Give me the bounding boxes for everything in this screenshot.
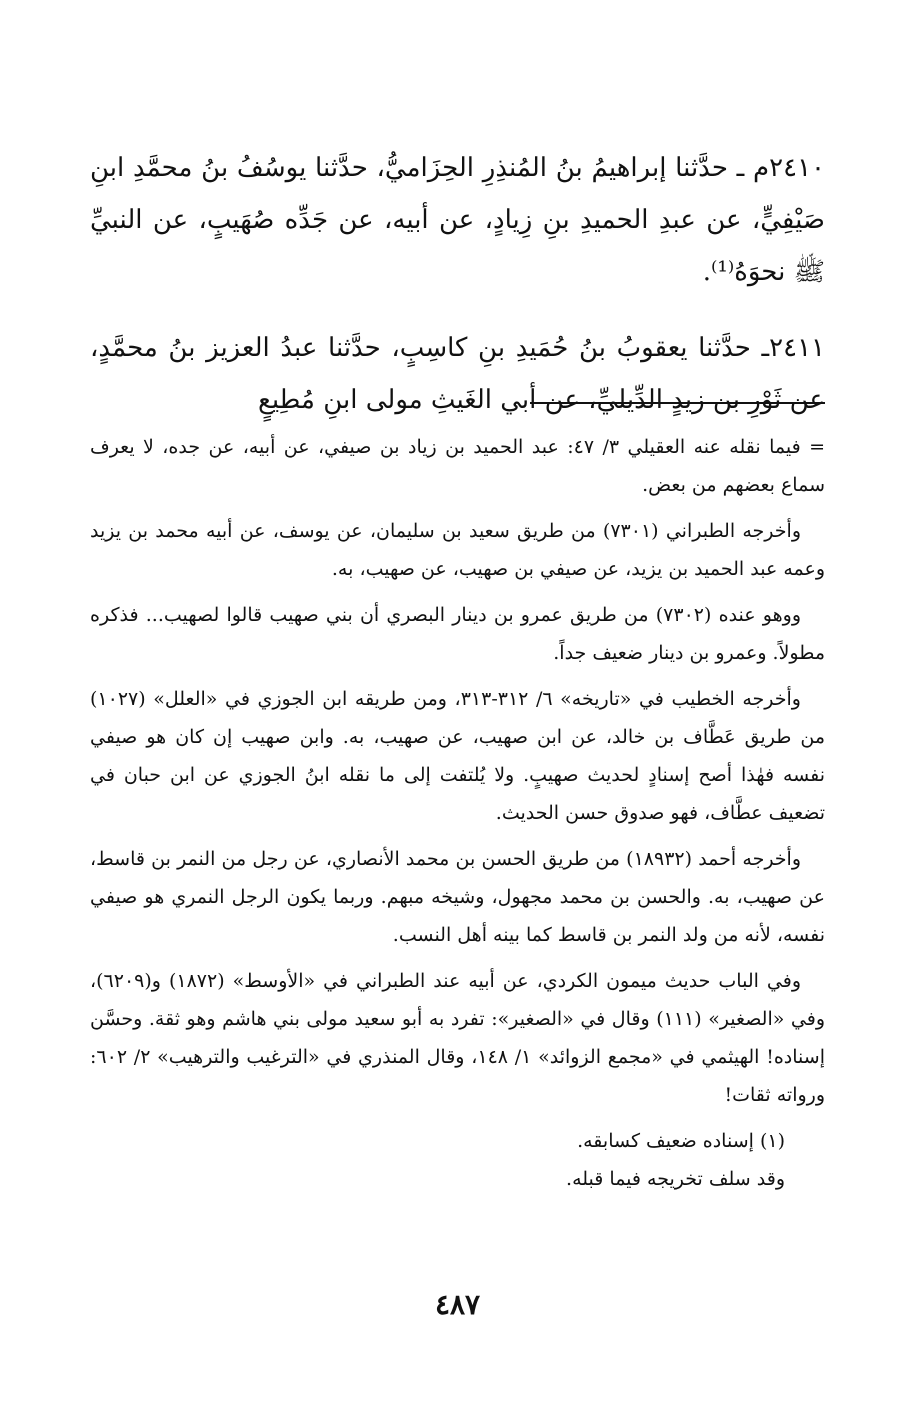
- footnote-separator: [530, 402, 825, 404]
- page-number: ٤٨٧: [434, 1288, 481, 1321]
- hadith-text-block: [90, 142, 825, 426]
- footnote-paragraph: وفي الباب حديث ميمون الكردي، عن أبيه عند الطبراني في «الأوسط» (١٨٧٢) و(٦٢٠٩)، وفي «الصغير» (١١١) وقال في «الصغير»: تفرد به أبو سعيد مولى بني هاشم وهو ثقة. وحسَّن إسناده! الهيثمي في «مجمع الزوائد» ١/ ١٤٨، وقال المنذري في «الترغيب والترهيب» ٢/ ٦٠٢: ورواته ثقات!: [90, 970, 825, 1106]
- footnotes-block: [90, 428, 825, 1198]
- footnote-1-continued: وقد سلف تخريجه فيما قبله.: [566, 1168, 785, 1190]
- hadith-2410: ٢٤١٠م ـ حدَّثنا إبراهيمُ بنُ المُنذِرِ الحِزَاميُّ، حدَّثنا يوسُفُ بنُ محمَّدِ ابنِ صَيْفِيٍّ، عن عبدِ الحميدِ بنِ زِيادٍ، عن أبيه، عن جَدِّه صُهَيبٍ، عن النبيِّ ﷺ نحوَهُ⁽¹⁾.: [90, 153, 825, 287]
- footnote-paragraph: وأخرجه الطبراني (٧٣٠١) من طريق سعيد بن سليمان، عن يوسف، عن أبيه محمد بن يزيد وعمه عبد الحميد بن يزيد، عن صيفي بن صهيب، عن صهيب، به.: [90, 520, 825, 580]
- hadith-2411: ٢٤١١ـ حدَّثنا يعقوبُ بنُ حُمَيدِ بنِ كاسِبٍ، حدَّثنا عبدُ العزيز بنُ محمَّدٍ، عن ثَوْرِ بن زيدٍ الدِّيليِّ، عن أبي الغَيثِ مولى ابنِ مُطِيعٍ: [90, 333, 825, 415]
- footnote-paragraph: = فيما نقله عنه العقيلي ٣/ ٤٧: عبد الحميد بن زياد بن صيفي، عن أبيه، عن جده، لا يعرف سماع بعضهم من بعض.: [90, 436, 825, 496]
- footnote-paragraph: وأخرجه أحمد (١٨٩٣٢) من طريق الحسن بن محمد الأنصاري، عن رجل من النمر بن قاسط، عن صهيب، به. والحسن بن محمد مجهول، وشيخه مبهم. وربما يكون الرجل النمري هو صيفي نفسه، لأنه من ولد النمر بن قاسط كما بينه أهل النسب.: [90, 848, 825, 946]
- footnote-paragraph: ووهو عنده (٧٣٠٢) من طريق عمرو بن دينار البصري أن بني صهيب قالوا لصهيب... فذكره مطولاً. وعمرو بن دينار ضعيف جداً.: [90, 604, 825, 664]
- footnote-1: (١) إسناده ضعيف كسابقه.: [577, 1130, 785, 1152]
- footnote-paragraph: وأخرجه الخطيب في «تاريخه» ٦/ ٣١٢-٣١٣، ومن طريقه ابن الجوزي في «العلل» (١٠٢٧) من طريق عَطَّاف بن خالد، عن ابن صهيب، عن صهيب، به. وابن صهيب إن كان هو صيفي نفسه فهٰذا أصح إسنادٍ لحديث صهيبٍ. ولا يُلتفت إلى ما نقله ابنُ الجوزي عن ابن حبان في تضعيف عطَّاف، فهو صدوق حسن الحديث.: [90, 688, 825, 824]
